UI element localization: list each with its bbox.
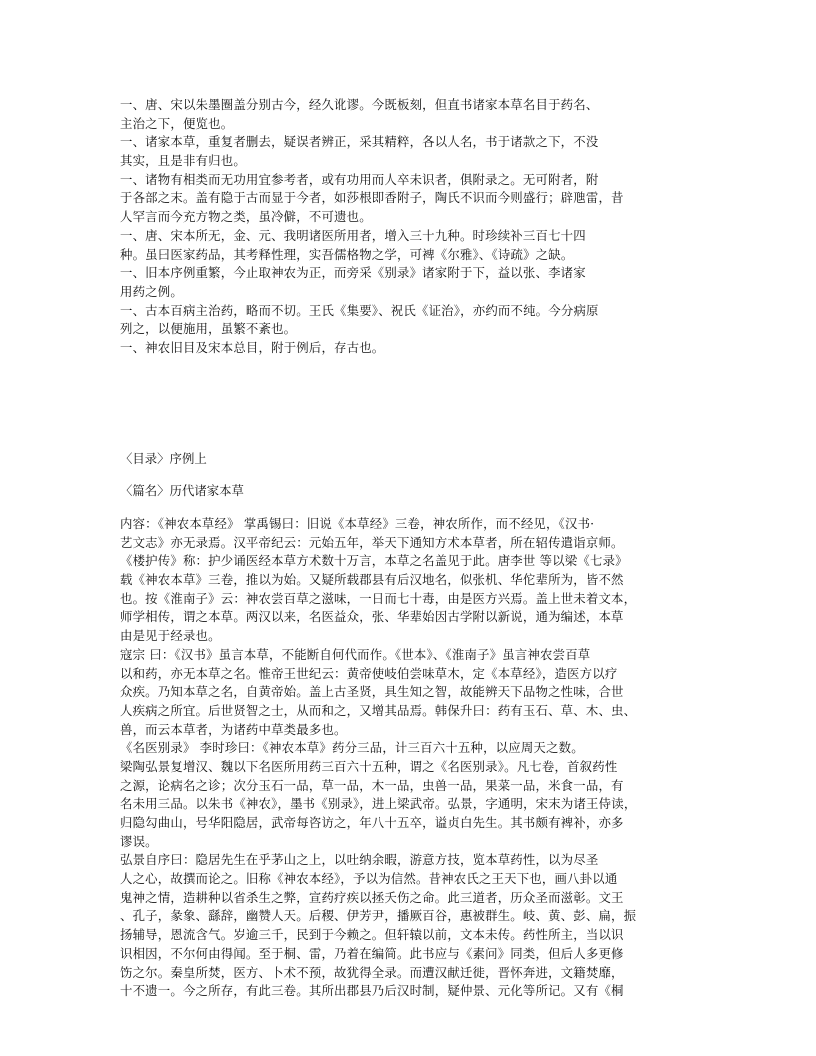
text-line: 名未用三品。以朱书《神农》，墨书《别录》，进上梁武帝。弘景，字通明，宋末为诸王侍读， (120, 796, 637, 812)
text-line: 内容：《神农本草经》 掌禹锡曰：旧说《本草经》三卷，神农所作，而不经见，《汉书· (120, 516, 595, 531)
text-line: 一、古本百病主治药，略而不切。王氏《集要》、祝氏《证治》，亦约而不纯。今分病原 (120, 302, 599, 318)
text-line: 扬辅导，恩流含气。岁逾三千，民到于今赖之。但轩辕以前，文本未传。药性所主，当以识 (120, 927, 624, 943)
text-line: 载《神农本草》三卷，推以为始。又疑所载郡县有后汉地名，似张机、华佗辈所为，皆不然 (120, 572, 624, 588)
document-page (120, 96, 685, 1001)
text-line: 一、唐、宋本所无，金、元、我明诸医所用者，增入三十九种。时珍续补三百七十四 (120, 227, 586, 243)
text-line: 归隐勾曲山，号华阳隐居，武帝每咨访之，年八十五卒，谥贞白先生。其书颇有裨补，亦多 (120, 815, 624, 830)
text-line: 兽，而云本草者，为诸药中草类最多也。 (120, 721, 347, 737)
text-line: 人罕言而今充方物之类，虽冷僻，不可遗也。 (120, 209, 372, 225)
text-line: 谬误。 (120, 833, 158, 849)
text-line: 由是见于经录也。 (120, 628, 221, 644)
text-line: 主治之下，便览也。 (120, 115, 234, 131)
text-line: 一、旧本序例重繁，今止取神农为正，而旁采《别录》诸家附于下，益以张、李诸家 (120, 265, 586, 281)
text-line: 之源，论病名之诊；次分玉石一品，草一品，木一品，虫兽一品，果菜一品，米食一品，有 (120, 777, 624, 793)
text-line: 一、唐、宋以朱墨圈盖分别古今，经久讹谬。今既板刻，但直书诸家本草名目于药名、 (120, 97, 599, 112)
text-line: 列之，以便施用，虽繁不紊也。 (120, 321, 297, 337)
text-line: 于各部之末。盖有隐于古而显于今者，如莎根即香附子，陶氏不识而今则盛行；辟虺雷，昔 (120, 190, 624, 206)
text-line: 人之心，故撰而论之。旧称《神农本经》，予以为信然。昔神农氏之王天下也，画八卦以通 (120, 871, 618, 887)
spacer (120, 358, 685, 404)
spacer (120, 404, 685, 450)
text-line: 用药之例。 (120, 283, 183, 299)
text-line: 其实，且是非有归也。 (120, 153, 246, 169)
text-line: 种。虽曰医家药品，其考释性理，实吾儒格物之学，可裨《尔雅》、《诗疏》之缺。 (120, 246, 574, 262)
spacer (120, 501, 685, 515)
text-line: 《名医别录》 李时珍曰：《神农本草》药分三品，计三百六十五种，以应周天之数。 (120, 740, 584, 756)
text-line: 也。按《淮南子》云：神农尝百草之滋味，一日而七十毒，由是医方兴焉。盖上世未着文本， (120, 590, 637, 606)
text-line: 众疾。乃知本草之名，自黄帝始。盖上古圣贤，具生知之智，故能辨天下品物之性味，合世 (120, 684, 624, 700)
content-section (120, 515, 685, 1001)
text-line: 十不遗一。今之所存，有此三卷。其所出郡县乃后汉时制，疑仲景、元化等所记。又有《桐 (120, 983, 624, 999)
text-line: 梁陶弘景复增汉、魏以下名医所用药三百六十五种，谓之《名医别录》。凡七卷，首叙药性 (120, 758, 618, 774)
fanli-section (120, 96, 685, 358)
text-line: 以和药，亦无本草之名。惟帝王世纪云：黄帝使岐伯尝味草木，定《本草经》，造医方以疗 (120, 665, 618, 681)
text-line: 人疾病之所宜。后世贤智之士，从而和之，又增其品焉。韩保升曰：药有玉石、草、木、虫、 (120, 702, 637, 718)
spacer (120, 468, 685, 482)
chapter-heading: 〈篇名〉历代诸家本草 (120, 483, 244, 499)
text-line: 师学相传，谓之本草。两汉以来，名医益众，张、华辈始因古学附以新说，通为编述，本草 (120, 609, 624, 625)
text-line: 饬之尔。秦皇所焚，医方、卜术不预，故犹得全录。而遭汉献迁徙，晋怀奔进，文籍焚靡， (120, 964, 624, 980)
text-line: 鬼神之情，造耕种以省杀生之弊，宣药疗疾以拯夭伤之命。此三道者，历众圣而滋彰。文王 (120, 889, 624, 905)
text-line: 《楼护传》称：护少诵医经本草方术数十万言，本草之名盖见于此。唐李世 等以梁《七录》 (120, 553, 628, 569)
text-line: 识相因，不尔何由得闻。至于桐、雷，乃着在编简。此书应与《素问》同类，但后人多更修 (120, 945, 624, 961)
text-line: 艺文志》亦无录焉。汉平帝纪云：元始五年，举天下通知方术本草者，所在轺传遣诣京师。 (120, 534, 624, 550)
text-line: 寇宗 曰：《汉书》虽言本草，不能断自何代而作。《世本》、《淮南子》虽言神农尝百草 (120, 646, 591, 662)
toc-heading: 〈目录〉序例上 (120, 450, 207, 466)
text-line: 弘景自序曰：隐居先生在乎茅山之上，以吐纳余暇，游意方技，览本草药性，以为尽圣 (120, 852, 599, 868)
text-line: 一、诸物有相类而无功用宜参考者，或有功用而人卒未识者，俱附录之。无可附者，附 (120, 171, 599, 187)
text-line: 一、神农旧目及宋本总目，附于例后，存古也。 (120, 339, 385, 355)
text-line: 一、诸家本草，重复者删去，疑误者辨正，采其精粹，各以人名，书于诸款之下，不没 (120, 134, 599, 150)
text-line: 、孔子，彖象、繇辞，幽赞人天。后稷、伊芳尹，播厥百谷，惠被群生。岐、黄、彭、扁，振 (120, 908, 637, 924)
